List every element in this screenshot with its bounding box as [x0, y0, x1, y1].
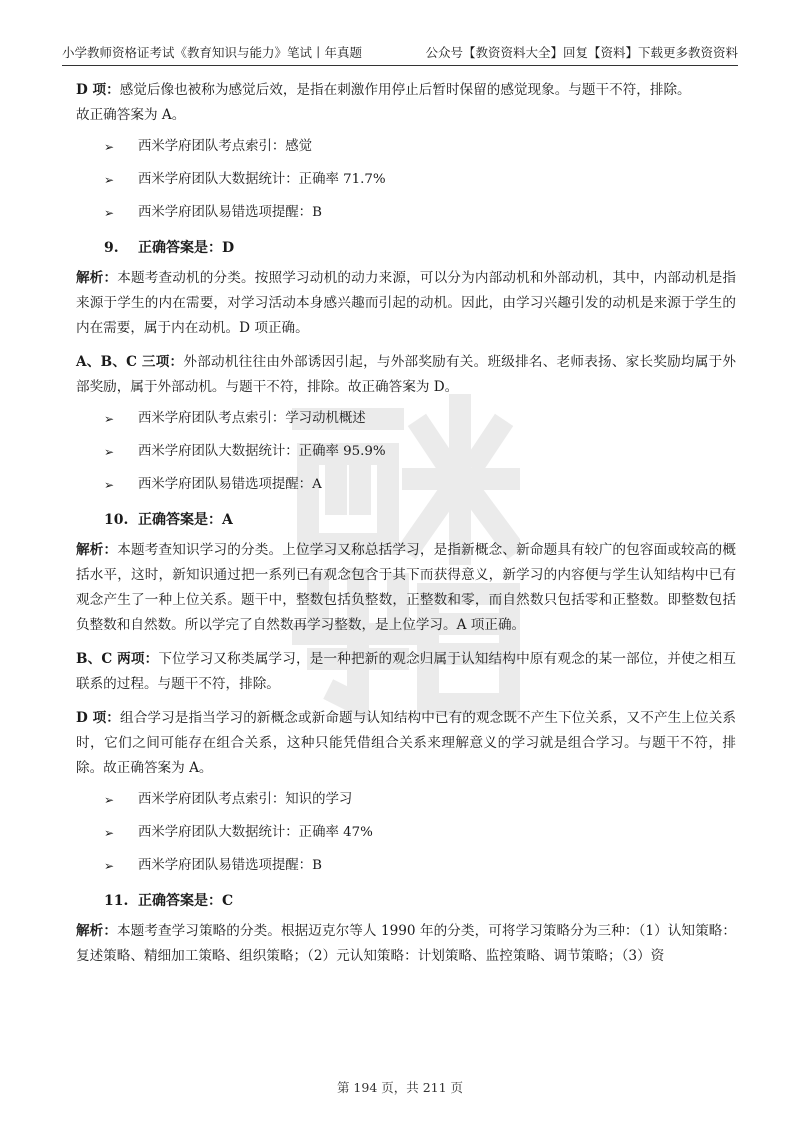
paragraph-text: 感觉后像也被称为感觉后效，是指在刺激作用停止后暂时保留的感觉现象。与题干不符，排除。 [119, 82, 691, 98]
bullet-list [76, 790, 736, 876]
paragraph [76, 266, 736, 341]
option-label: D 项： [76, 82, 120, 98]
question-number: 10. [104, 512, 129, 528]
list-item-text: 西米学府团队大数据统计：正确率 95.9% [138, 444, 386, 459]
bullet-list [76, 409, 736, 495]
paragraph [76, 538, 736, 638]
conclusion-text: 故正确答案为 A。 [76, 107, 186, 123]
list-item [76, 203, 736, 223]
paragraph-text: 本题考查动机的分类。按照学习动机的动力来源，可以分为内部动机和外部动机，其中，内部动机是指来源于学生的内在需要，对学习活动本身感兴趣而引起的动机。因此，由学习兴趣引发的动机是来源于学生的内在需要，属于内在动机。D 项正确。 [76, 270, 737, 336]
list-item [76, 790, 736, 810]
list-item-text: 西米学府团队易错选项提醒：B [138, 205, 322, 220]
header-promo: 公众号【教资资料大全】回复【资料】下载更多教资资料 [425, 45, 738, 60]
paragraph-text: 本题考查知识学习的分类。上位学习又称总括学习，是指新概念、新命题具有较广的包容面或较高的概括水平，这时，新知识通过把一系列已有观念包含于其下而获得意义，新学习的内容便与学生认知结构中已有观念产生了一种上位关系。题干中，整数包括负整数，正整数和零，而自然数只包括零和正整数。即整数包括负整数和自然数。所以学完了自然数再学习整数，是上位学习。A 项正确。 [76, 542, 737, 633]
question-heading [104, 508, 736, 532]
list-item [76, 856, 736, 876]
analysis-label: 解析： [76, 270, 118, 286]
list-item-text: 西米学府团队大数据统计：正确率 47% [138, 825, 373, 840]
paragraph [76, 350, 736, 400]
arrow-right-icon: ➢ [104, 206, 115, 220]
bullet-list [76, 137, 736, 223]
question-number: 11. [104, 893, 129, 909]
list-item [76, 442, 736, 462]
question-heading [104, 889, 736, 913]
list-item-text: 西米学府团队易错选项提醒：A [138, 477, 322, 492]
list-item-text: 西米学府团队考点索引：知识的学习 [138, 792, 353, 807]
page-number: 第 194 页，共 211 页 [336, 1080, 464, 1095]
paragraph-text: 外部动机往往由外部诱因引起，与外部奖励有关。班级排名、老师表扬、家长奖励均属于外部奖励，属于外部动机。与题干不符，排除。故正确答案为 D。 [76, 354, 737, 395]
list-item-text: 西米学府团队考点索引：感觉 [138, 139, 313, 154]
option-label: B、C 两项： [76, 651, 159, 667]
list-item-text: 西米学府团队大数据统计：正确率 71.7% [138, 172, 386, 187]
list-item-text: 西米学府团队易错选项提醒：B [138, 858, 322, 873]
list-item [76, 475, 736, 495]
option-label: D 项： [76, 710, 120, 726]
question-number: 9. [104, 240, 119, 256]
arrow-right-icon: ➢ [104, 793, 115, 807]
question-heading [104, 236, 736, 260]
paragraph [76, 647, 736, 697]
header-divider [62, 65, 738, 66]
arrow-right-icon: ➢ [104, 478, 115, 492]
list-item [76, 409, 736, 429]
header-title: 小学教师资格证考试《教育知识与能力》笔试丨年真题 [62, 45, 363, 60]
answer-text: 正确答案是：C [138, 893, 234, 909]
list-item [76, 137, 736, 157]
arrow-right-icon: ➢ [104, 826, 115, 840]
list-item-text: 西米学府团队考点索引：学习动机概述 [138, 411, 366, 426]
arrow-right-icon: ➢ [104, 859, 115, 873]
arrow-right-icon: ➢ [104, 140, 115, 154]
option-label: A、B、C 三项： [76, 354, 184, 370]
list-item [76, 170, 736, 190]
arrow-right-icon: ➢ [104, 173, 115, 187]
arrow-right-icon: ➢ [104, 445, 115, 459]
page-header [62, 42, 738, 62]
paragraph-text: 组合学习是指当学习的新概念或新命题与认知结构中已有的观念既不产生下位关系，又不产生上位关系时，它们之间可能存在组合关系，这种只能凭借组合关系来理解意义的学习就是组合学习。与题干不符，排除。故正确答案为 A。 [76, 710, 736, 776]
analysis-label: 解析： [76, 542, 118, 558]
answer-text: 正确答案是：D [138, 240, 235, 256]
page-content [76, 78, 736, 978]
analysis-label: 解析： [76, 923, 117, 939]
paragraph-text: 本题考查学习策略的分类。根据迈克尔等人 1990 年的分类，可将学习策略分为三种：（1）认知策略：复述策略、精细加工策略、组织策略；（2）元认知策略：计划策略、监控策略、调节策略；（3）资 [76, 923, 737, 964]
arrow-right-icon: ➢ [104, 412, 115, 426]
paragraph [76, 78, 736, 128]
paragraph [76, 706, 736, 781]
paragraph-text: 下位学习又称类属学习，是一种把新的观念归属于认知结构中原有观念的某一部位，并使之相互联系的过程。与题干不符，排除。 [76, 651, 737, 692]
list-item [76, 823, 736, 843]
paragraph [76, 919, 736, 969]
answer-text: 正确答案是：A [138, 512, 233, 528]
